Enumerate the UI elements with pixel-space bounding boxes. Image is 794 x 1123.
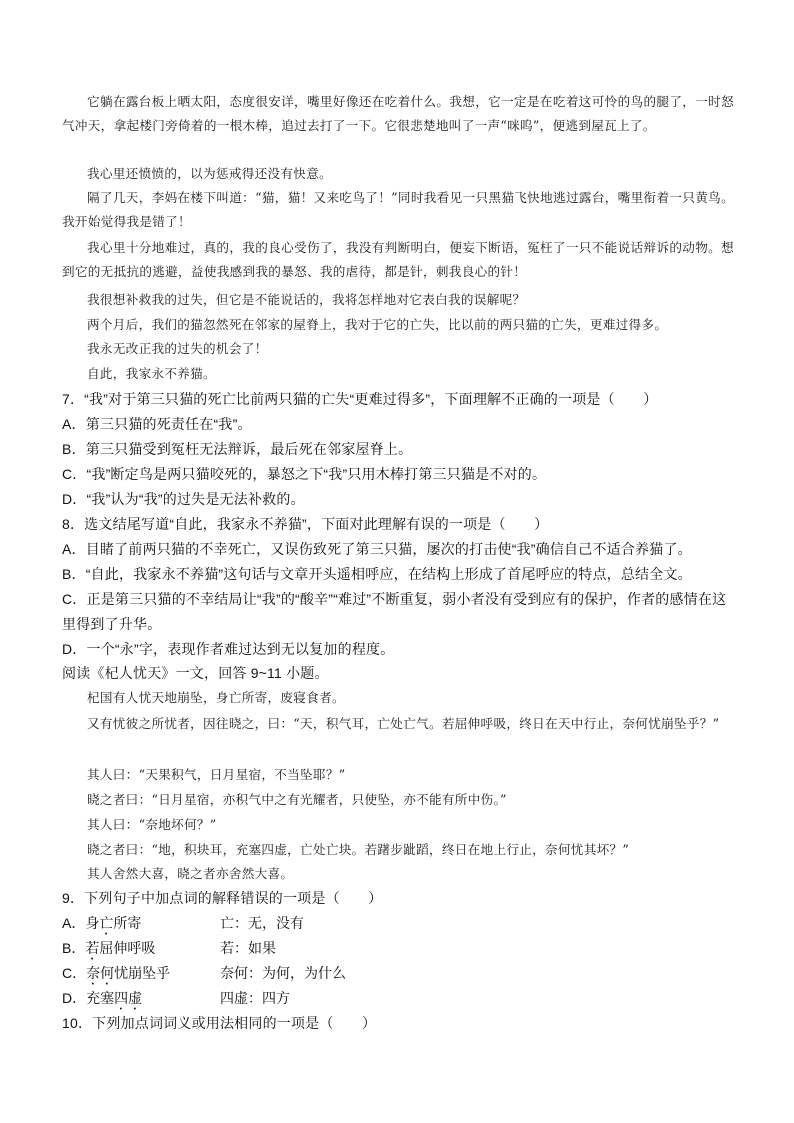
question-9-option-a <box>62 911 734 936</box>
question-9-option-b <box>62 936 734 961</box>
dotted-word: 若 <box>85 940 100 956</box>
option-text: A．身亡所寄 <box>62 915 142 931</box>
option-gloss: 若：如果 <box>220 940 276 956</box>
option-text: B．若屈伸呼吸 <box>62 940 156 956</box>
dotted-word: 四虚 <box>114 990 143 1006</box>
passage-paragraph: 两个月后，我们的猫忽然死在邻家的屋脊上，我对于它的亡失，比以前的两只猫的亡失，更难过得多。 <box>87 317 668 332</box>
passage-paragraph: 杞国有人忧天地崩坠，身亡所寄，废寝食者。 <box>87 690 345 705</box>
question-7-option-c: C．“我”断定鸟是两只猫咬死的，暴怒之下“我”只用木棒打第三只猫是不对的。 <box>62 466 547 482</box>
question-7-option-d: D．“我”认为“我”的过失是无法补救的。 <box>62 491 305 507</box>
passage-paragraph: 它躺在露台板上晒太阳，态度很安详，嘴里好像还在吃着什么。我想，它一定是在吃着这可怜的鸟的腿了，一时怒气冲天，拿起楼门旁倚着的一根木棒，追过去打了一下。它很悲楚地叫了一声“咪呜”，便逃到屋瓦上了。 <box>62 94 734 133</box>
passage-paragraph: 我永无改正我的过失的机会了！ <box>87 341 268 356</box>
question-9-stem: 9．下列句子中加点词的解释错误的一项是（ ） <box>62 890 383 906</box>
question-8-option-a: A．目睹了前两只猫的不幸死亡，又误伤致死了第三只猫，屡次的打击使“我”确信自己不适合养猫了。 <box>62 541 692 557</box>
question-7-stem: 7．“我”对于第三只猫的死亡比前两只猫的亡失“更难过得多”，下面理解不正确的一项是（ ） <box>62 391 658 407</box>
option-gloss: 奈何：为何，为什么 <box>220 965 346 981</box>
passage-paragraph: 其人舍然大喜，晓之者亦舍然大喜。 <box>87 866 294 881</box>
option-gloss: 亡：无，没有 <box>220 915 304 931</box>
dotted-word: 亡 <box>99 915 114 931</box>
passage-paragraph: 我心里还愤愤的，以为惩戒得还没有快意。 <box>87 166 332 181</box>
passage-paragraph: 晓之者曰：“地，积块耳，充塞四虚，亡处亡块。若躇步跐蹈，终日在地上行止，奈何忧其坏？” <box>87 842 630 857</box>
passage-paragraph: 我心里十分地难过，真的，我的良心受伤了，我没有判断明白，便妄下断语，冤枉了一只不能说话辩诉的动物。想到它的无抵抗的逃避，益使我感到我的暴怒、我的虐待，都是针，刺我良心的针！ <box>62 240 734 279</box>
passage-paragraph: 其人曰：“奈地坏何？” <box>87 817 217 832</box>
passage-paragraph: 隔了几天，李妈在楼下叫道：“猫，猫！又来吃鸟了！”同时我看见一只黑猫飞快地逃过露台，嘴里衔着一只黄鸟。我开始觉得我是错了！ <box>62 190 734 229</box>
option-gloss: 四虚：四方 <box>220 990 290 1006</box>
passage-paragraph: 又有忧彼之所忧者，因往晓之，曰：“天，积气耳，亡处亡气。若屈伸呼吸，终日在天中行止，奈何忧崩坠乎？” <box>87 716 720 731</box>
question-9-option-c <box>62 961 734 986</box>
option-text: D．充塞四虚 <box>62 990 143 1006</box>
question-7-option-a: A．第三只猫的死责任在“我”。 <box>62 416 252 432</box>
passage-paragraph: 我很想补救我的过失，但它是不能说话的，我将怎样地对它表白我的误解呢？ <box>87 292 526 307</box>
question-8-option-b: B．“自此，我家永不养猫”这句话与文章开头遥相呼应，在结构上形成了首尾呼应的特点，总结全文。 <box>62 566 692 582</box>
passage-paragraph: 晓之者曰：“日月星宿，亦积气中之有光耀者，只使坠，亦不能有所中伤。” <box>87 792 507 807</box>
passage-paragraph: 自此，我家永不养猫。 <box>87 366 216 381</box>
passage-paragraph: 其人曰：“天果积气，日月星宿，不当坠耶？” <box>87 767 346 782</box>
question-8-stem: 8．选文结尾写道“自此，我家永不养猫”，下面对此理解有误的一项是（ ） <box>62 516 549 532</box>
dotted-word: 奈何 <box>86 965 115 981</box>
question-9-option-d <box>62 986 734 1011</box>
option-text: C．奈何忧崩坠乎 <box>62 965 171 981</box>
question-10-stem: 10．下列加点词词义或用法相同的一项是（ ） <box>62 1015 377 1031</box>
question-8-option-c: C．正是第三只猫的不幸结局让“我”的“酸辛”“难过”不断重复，弱小者没有受到应有的保护，作者的感情在这里得到了升华。 <box>62 591 727 632</box>
reading-intro: 阅读《杞人忧天》一文，回答 9~11 小题。 <box>62 665 329 681</box>
question-8-option-d: D．一个“永”字，表现作者难过达到无以复加的程度。 <box>62 641 395 657</box>
question-7-option-b: B．第三只猫受到冤枉无法辩诉，最后死在邻家屋脊上。 <box>62 441 413 457</box>
